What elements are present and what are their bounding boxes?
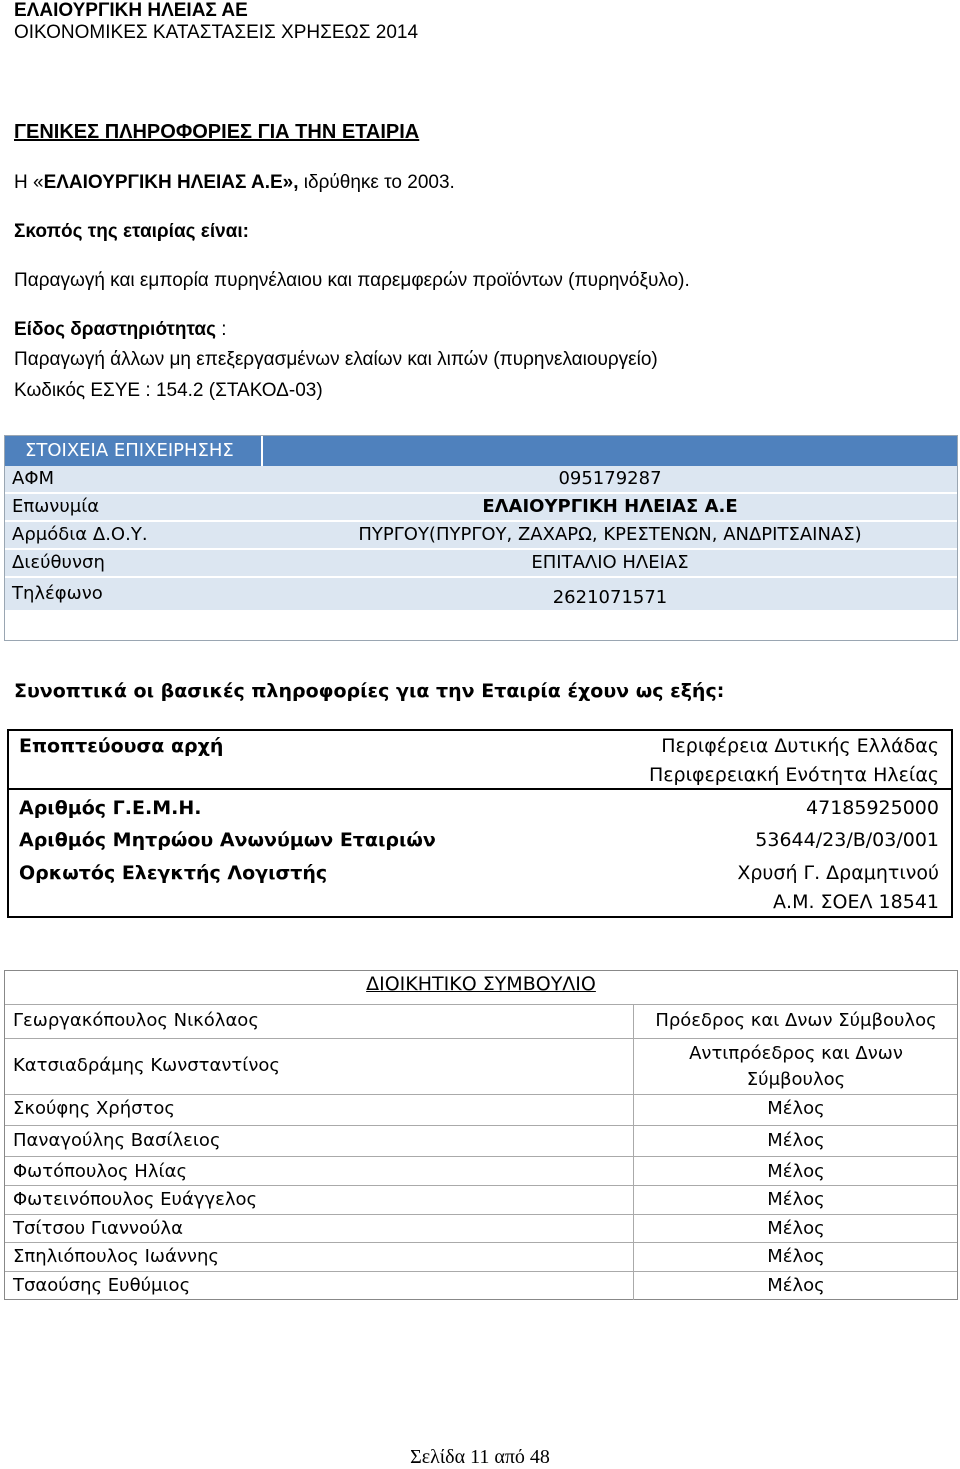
board-rule [5,1156,957,1157]
board-rule [5,1125,957,1126]
table-row [5,494,957,522]
row-label: Διεύθυνση [12,552,105,573]
board-rule [5,1004,957,1005]
authority-line2: Περιφερειακή Ενότητα Ηλείας [648,764,939,786]
member-role: Μέλος [767,1275,825,1296]
member-role: Αντιπρόεδρος και Δνων [689,1043,903,1064]
summary-title: Συνοπτικά οι βασικές πληροφορίες για την Εταιρία έχουν ως εξής: [14,680,725,702]
row-label: Επωνυμία [12,496,100,517]
member-role: Μέλος [767,1246,825,1267]
row-label: ΑΦΜ [12,468,55,489]
board-table [4,970,958,1300]
summary-divider [9,788,951,790]
member-name: Τσαούσης Ευθύμιος [13,1275,191,1296]
member-name: Σπηλιόπουλος Ιωάννης [13,1246,219,1267]
board-rule [5,1094,957,1095]
member-role: Πρόεδρος και Δνων Σύμβουλος [655,1010,937,1031]
board-rule [5,1038,957,1039]
member-name: Φωτεινόπουλος Ευάγγελος [13,1189,258,1210]
founded-prefix: Η « [14,172,44,193]
member-role-cont: Σύμβουλος [746,1069,846,1090]
member-role: Μέλος [767,1130,825,1151]
activity-text: Παραγωγή άλλων μη επεξεργασμένων ελαίων και λιπών (πυρηνελαιουργείο) [14,349,658,370]
page-number: Σελίδα 11 από 48 [410,1446,550,1468]
row-value: 095179287 [558,468,662,489]
activity-label: Είδος δραστηριότητας [14,319,216,340]
auditor-reg: Α.Μ. ΣΟΕΛ 18541 [773,891,939,913]
member-name: Τσίτσου Γιαννούλα [13,1218,183,1239]
auditor-label: Ορκωτός Ελεγκτής Λογιστής [19,862,328,884]
section-title: ΓΕΝΙΚΕΣ ΠΛΗΡΟΦΟΡΙΕΣ ΓΙΑ ΤΗΝ ΕΤΑΙΡΙΑ [14,121,420,143]
member-name: Κατσιαδράμης Κωνσταντίνος [13,1055,280,1076]
member-name: Φωτόπουλος Ηλίας [13,1161,188,1182]
table-row [5,550,957,578]
member-role: Μέλος [767,1218,825,1239]
row-value: ΠΥΡΓΟΥ(ΠΥΡΓΟΥ, ΖΑΧΑΡΩ, ΚΡΕΣΤΕΝΩΝ, ΑΝΔΡΙΤΣΑΙΝΑΣ) [358,524,862,545]
board-rule [5,1242,957,1243]
member-name: Παναγούλης Βασίλειος [13,1130,221,1151]
table-row [5,522,957,550]
member-role: Μέλος [767,1161,825,1182]
document-subtitle: ΟΙΚΟΝΟΜΙΚΕΣ ΚΑΤΑΣΤΑΣΕΙΣ ΧΡΗΣΕΩΣ 2014 [14,22,419,43]
header-divider [261,436,263,466]
row-value: 2621071571 [552,587,668,608]
authority-line1: Περιφέρεια Δυτικής Ελλάδας [661,735,939,757]
company-info-table [4,435,958,641]
authority-label: Εποπτεύουσα αρχή [19,735,224,757]
activity-heading [14,319,227,341]
founded-company-name: ΕΛΑΙΟΥΡΓΙΚΗ ΗΛΕΙΑΣ Α.Ε», [43,172,299,193]
purpose-text: Παραγωγή και εμπορία πυρηνέλαιου και παρεμφερών προϊόντων (πυρηνόξυλο). [14,270,690,291]
purpose-label: Σκοπός της εταιρίας είναι: [14,221,249,242]
table-row [5,466,957,494]
auditor-name: Χρυσή Γ. Δραμητινού [737,862,939,884]
company-info-header-bar [5,436,957,466]
company-info-header: ΣΤΟΙΧΕΙΑ ΕΠΙΧΕΙΡΗΣΗΣ [25,440,234,461]
gemi-value: 47185925000 [806,797,939,819]
activity-code: Κωδικός ΕΣΥΕ : 154.2 (ΣΤΑΚΟΔ-03) [14,380,323,401]
table-row [5,578,957,612]
board-rule [5,1271,957,1272]
gemi-label: Αριθμός Γ.Ε.Μ.Η. [19,797,202,819]
row-label: Τηλέφωνο [12,583,103,604]
company-header: ΕΛΑΙΟΥΡΓΙΚΗ ΗΛΕΙΑΣ ΑΕ [14,0,248,21]
board-title: ΔΙΟΙΚΗΤΙΚΟ ΣΥΜΒΟΥΛΙΟ [366,973,596,995]
member-name: Σκούφης Χρήστος [13,1098,175,1119]
row-value: ΕΛΑΙΟΥΡΓΙΚΗ ΗΛΕΙΑΣ Α.Ε [482,496,738,517]
activity-colon: : [216,319,227,340]
board-rule [5,1185,957,1186]
founded-suffix: ιδρύθηκε το 2003. [298,172,455,193]
member-role: Μέλος [767,1098,825,1119]
row-value: ΕΠΙΤΑΛΙΟ ΗΛΕΙΑΣ [531,552,689,573]
registry-label: Αριθμός Μητρώου Ανωνύμων Εταιριών [19,829,436,851]
founded-paragraph [14,172,455,194]
member-name: Γεωργακόπουλος Νικόλαος [13,1010,259,1031]
row-label: Αρμόδια Δ.Ο.Υ. [12,524,148,545]
member-role: Μέλος [767,1189,825,1210]
registry-value: 53644/23/Β/03/001 [755,829,939,851]
summary-box [7,729,953,918]
board-rule [5,1214,957,1215]
